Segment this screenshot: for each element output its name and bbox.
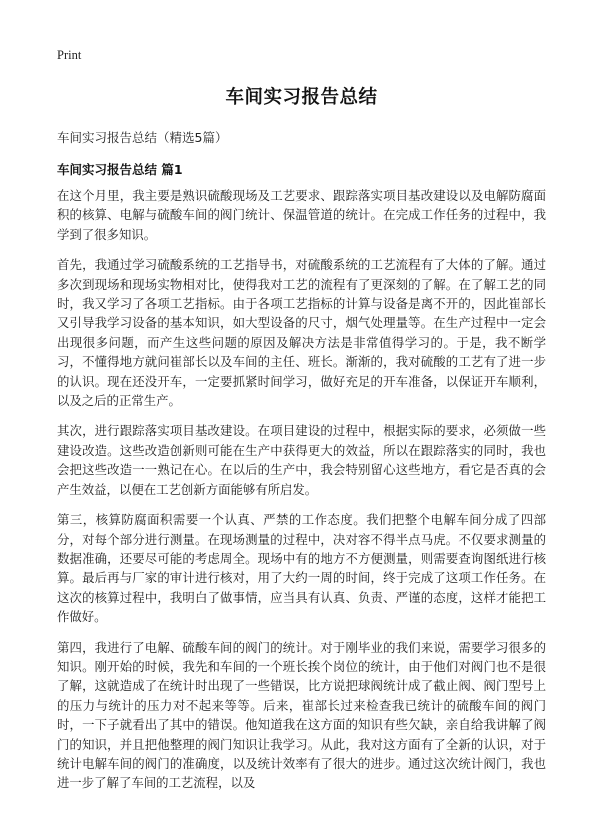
paragraph-fourth: 第四，我进行了电解、硫酸车间的阀门的统计。对于刚毕业的我们来说，需要学习很多的知识。刚开始的时候，我先和车间的一个班长挨个岗位的统计，由于他们对阀门也不是很了解，这就造成了在统计时出现了一些错误，比方说把球阀统计成了截止阀、阀门型号上的压力与统计的压力对不起来等等。后来，崔部长过来检查我已统计的硫酸车间的阀门时，一下子就看出了其中的错误。他知道我在这方面的知识有些欠缺，亲自给我讲解了阀门的知识，并且把他整理的阀门知识让我学习。从此，我对这方面有了全新的认识，对于统计电解车间的阀门的准确度，以及统计效率有了很大的进步。通过这次统计阀门，我也进一步了解了车间的工艺流程，以及 (57, 639, 546, 791)
page-title: 车间实习报告总结 (225, 87, 378, 108)
paragraph-second: 其次，进行跟踪落实项目基改建设。在项目建设的过程中，根据实际的要求，必须做一些建设改造。这些改造创新则可能在生产中获得更大的效益，所以在跟踪落实的同时，我也会把这些改造一一熟记在心。在以后的生产中，我会特别留心这些地方，看它是否真的会产生效益，以便在工艺创新方面能够有所启发。 (57, 423, 546, 497)
print-link[interactable]: Print (57, 48, 82, 62)
paragraph-third: 第三，核算防腐面积需要一个认真、严禁的工作态度。我们把整个电解车间分成了四部分，对每个部分进行测量。在现场测量的过程中，决对容不得半点马虎。不仅要求测量的数据准确，还要尽可能的考虑周全。现场中有的地方不方便测量，则需要查询图纸进行核算。最后再与厂家的审计进行核对，用了大约一周的时间，终于完成了这项工作任务。在这次的核算过程中，我明白了做事情，应当具有认真、负责、严谨的态度，这样才能把工作做好。 (57, 512, 546, 625)
paragraph-first: 首先，我通过学习硫酸系统的工艺指导书，对硫酸系统的工艺流程有了大体的了解。通过多次到现场和现场实物相对比，使得我对工艺的流程有了更深刻的了解。在了解工艺的同时，我又学习了各项工艺指标。由于各项工艺指标的计算与设备是离不开的，因此崔部长又引导我学习设备的基本知识，如大型设备的尺寸，烟气处理量等。在生产过程中一定会出现很多问题，而产生这些问题的原因及解决方法是非常值得学习的。于是，我不断学习，不懂得地方就问崔部长以及车间的主任、班长。渐渐的，我对硫酸的工艺有了进一步的认识。现在还没开车，一定要抓紧时间学习，做好充足的开车准备，以保证开车顺利，以及之后的正常生产。 (57, 257, 546, 409)
paragraph-intro: 在这个月里，我主要是熟识硫酸现场及工艺要求、跟踪落实项目基改建设以及电解防腐面积的核算、电解与硫酸车间的阀门统计、保温管道的统计。在完成工作任务的过程中，我学到了很多知识。 (57, 188, 546, 242)
section-heading: 车间实习报告总结 篇1 (57, 162, 183, 177)
document-subtitle: 车间实习报告总结（精选5篇） (57, 130, 228, 145)
